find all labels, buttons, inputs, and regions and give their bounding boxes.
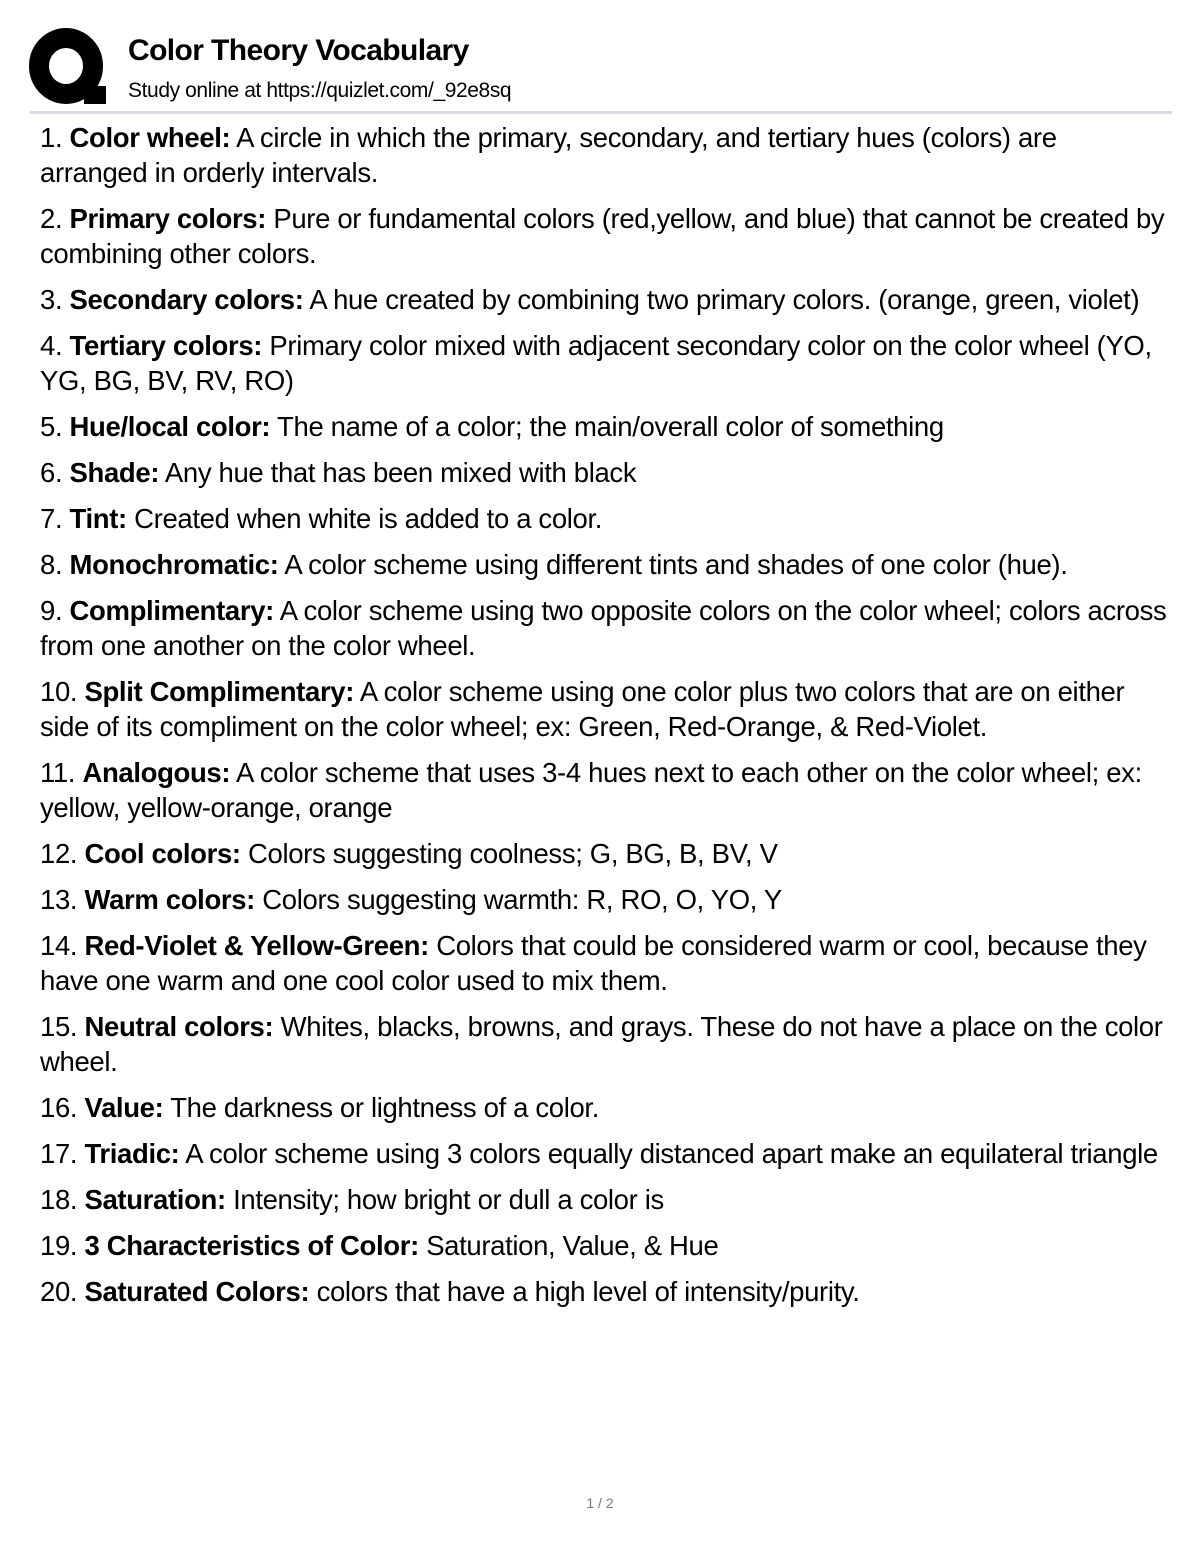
vocabulary-item [40, 409, 1168, 444]
item-definition: A circle in which the primary, secondary, and tertiary hues (colors) are arranged in orderly intervals. [40, 122, 1057, 188]
vocabulary-list [40, 120, 1168, 1320]
item-term: Tint: [69, 503, 127, 534]
vocabulary-item [40, 593, 1168, 663]
item-definition: The darkness or lightness of a color. [170, 1092, 600, 1123]
item-term: Complimentary: [69, 595, 274, 626]
vocabulary-item [40, 882, 1168, 917]
page-number: 1 / 2 [586, 1495, 614, 1511]
item-term: Cool colors: [84, 838, 241, 869]
item-number: 16. [40, 1092, 78, 1123]
item-number: 11. [40, 757, 76, 788]
item-definition: Created when white is added to a color. [134, 503, 603, 534]
item-number: 19. [40, 1230, 78, 1261]
vocabulary-item [40, 201, 1168, 271]
item-term: Red-Violet & Yellow-Green: [84, 930, 429, 961]
item-number: 1. [40, 122, 63, 153]
document-title: Color Theory Vocabulary [128, 34, 469, 67]
item-term: Warm colors: [84, 884, 255, 915]
vocabulary-item [40, 1009, 1168, 1079]
item-definition: Saturation, Value, & Hue [426, 1230, 719, 1261]
item-term: 3 Characteristics of Color: [84, 1230, 419, 1261]
vocabulary-item [40, 1274, 1168, 1309]
vocabulary-item [40, 1090, 1168, 1125]
vocabulary-item [40, 328, 1168, 398]
item-definition: Colors suggesting coolness; G, BG, B, BV, V [248, 838, 778, 869]
item-number: 8. [40, 549, 63, 580]
vocabulary-item [40, 836, 1168, 871]
item-term: Secondary colors: [69, 284, 304, 315]
item-number: 15. [40, 1011, 78, 1042]
vocabulary-item [40, 547, 1168, 582]
item-definition: The name of a color; the main/overall color of something [277, 411, 944, 442]
item-definition: Whites, blacks, browns, and grays. These do not have a place on the color wheel. [40, 1011, 1163, 1077]
study-online-link-text: Study online at https://quizlet.com/_92e8sq [128, 79, 512, 102]
vocabulary-item [40, 501, 1168, 536]
item-term: Primary colors: [69, 203, 267, 234]
item-definition: Colors suggesting warmth: R, RO, O, YO, Y [262, 884, 782, 915]
item-number: 17. [40, 1138, 78, 1169]
vocabulary-item [40, 1228, 1168, 1263]
item-definition: colors that have a high level of intensity/purity. [316, 1276, 860, 1307]
header-divider [30, 111, 1172, 114]
vocabulary-item [40, 674, 1168, 744]
vocabulary-item [40, 755, 1168, 825]
item-number: 14. [40, 930, 78, 961]
item-term: Analogous: [82, 757, 231, 788]
item-term: Shade: [69, 457, 160, 488]
item-number: 13. [40, 884, 78, 915]
vocabulary-item [40, 282, 1168, 317]
vocabulary-item [40, 120, 1168, 190]
item-term: Tertiary colors: [69, 330, 263, 361]
item-number: 10. [40, 676, 78, 707]
item-number: 6. [40, 457, 63, 488]
item-definition: Pure or fundamental colors (red,yellow, and blue) that cannot be created by combining other colors. [40, 203, 1165, 269]
item-number: 18. [40, 1184, 78, 1215]
item-number: 2. [40, 203, 63, 234]
item-term: Hue/local color: [69, 411, 271, 442]
item-number: 20. [40, 1276, 78, 1307]
item-definition: Any hue that has been mixed with black [164, 457, 637, 488]
vocabulary-item [40, 1136, 1168, 1171]
item-definition: A color scheme using 3 colors equally distanced apart make an equilateral triangle [185, 1138, 1158, 1169]
item-number: 5. [40, 411, 63, 442]
item-term: Neutral colors: [84, 1011, 274, 1042]
item-number: 9. [40, 595, 63, 626]
item-definition: A hue created by combining two primary colors. (orange, green, violet) [309, 284, 1140, 315]
item-definition: Intensity; how bright or dull a color is [233, 1184, 664, 1215]
item-term: Split Complimentary: [84, 676, 355, 707]
item-term: Color wheel: [69, 122, 231, 153]
item-term: Value: [84, 1092, 164, 1123]
item-term: Monochromatic: [69, 549, 279, 580]
item-definition: Primary color mixed with adjacent secondary color on the color wheel (YO, YG, BG, BV, RV, RO) [40, 330, 1152, 396]
item-number: 3. [40, 284, 63, 315]
item-number: 12. [40, 838, 78, 869]
item-definition: A color scheme using different tints and shades of one color (hue). [284, 549, 1068, 580]
item-definition: A color scheme that uses 3-4 hues next to each other on the color wheel; ex: yellow, yellow-orange, orange [40, 757, 1142, 823]
vocabulary-item [40, 1182, 1168, 1217]
item-definition: Colors that could be considered warm or cool, because they have one warm and one cool color used to mix them. [40, 930, 1147, 996]
vocabulary-item [40, 455, 1168, 490]
item-number: 4. [40, 330, 63, 361]
item-term: Triadic: [84, 1138, 180, 1169]
item-definition: A color scheme using one color plus two colors that are on either side of its compliment on the color wheel; ex: Green, Red-Orange, & Red-Violet. [40, 676, 1125, 742]
item-term: Saturation: [84, 1184, 226, 1215]
quizlet-logo-icon [28, 28, 108, 108]
item-number: 7. [40, 503, 63, 534]
vocabulary-item [40, 928, 1168, 998]
item-definition: A color scheme using two opposite colors on the color wheel; colors across from one another on the color wheel. [40, 595, 1167, 661]
item-term: Saturated Colors: [84, 1276, 310, 1307]
